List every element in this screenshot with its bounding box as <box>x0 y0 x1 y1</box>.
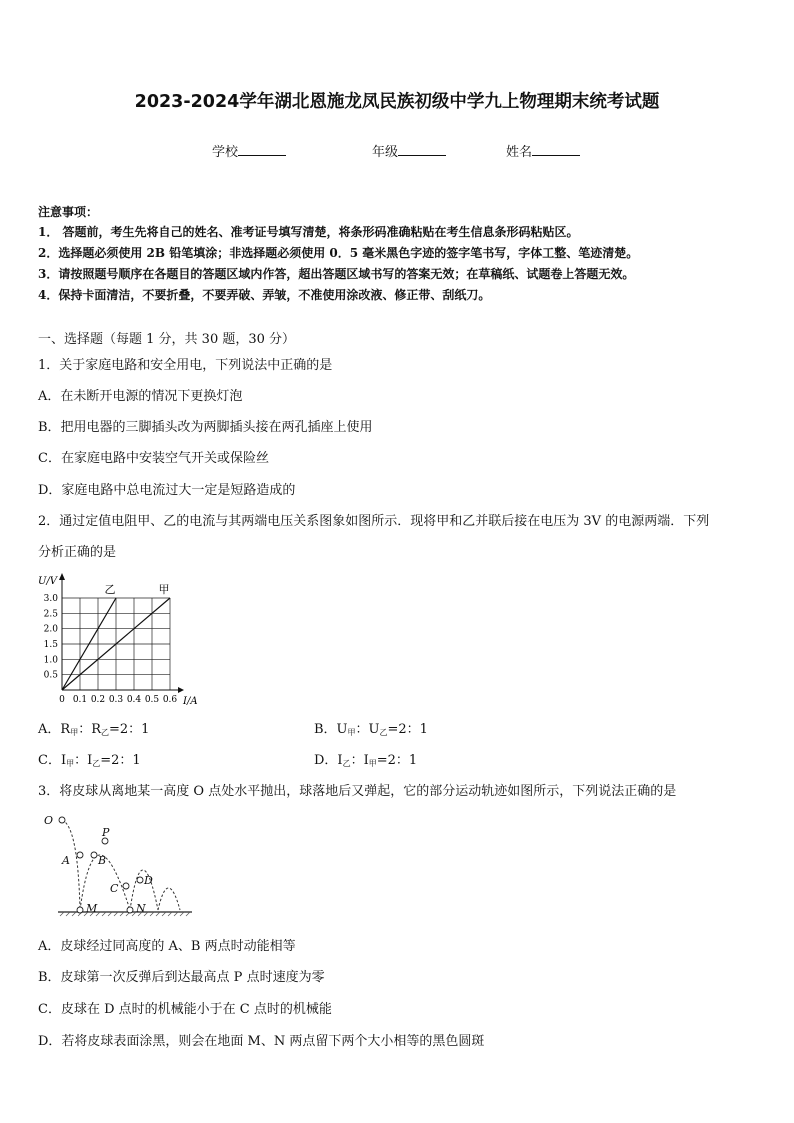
grade-blank[interactable] <box>398 143 446 156</box>
x-tick-label: 0.3 <box>108 695 124 705</box>
question-2-stem: 2．通过定值电阻甲、乙的电流与其两端电压关系图象如图所示．现将甲和乙并联后接在电压为 3V 的电源两端．下列 <box>38 514 710 529</box>
x-tick-label: 0.5 <box>144 695 160 705</box>
label-n: N <box>136 902 146 915</box>
series-label-1: 甲 <box>158 583 170 596</box>
point-b <box>91 852 97 858</box>
notice-item: 2．选择题必须使用 2B 铅笔填涂；非选择题必须使用 0．5 毫米黑色字迹的签字笔书写，字体工整、笔迹清楚。 <box>38 246 639 260</box>
q3-option-d: D．若将皮球表面涂黑，则会在地面 M、N 两点留下两个大小相等的黑色圆斑 <box>38 1034 485 1049</box>
q2-option-b: B．$U_甲$：$U_乙=2$：1 <box>314 722 428 737</box>
iu-graph <box>34 568 206 710</box>
label-m: M <box>86 902 98 915</box>
x-tick-label: 0.6 <box>162 695 178 705</box>
point-n <box>127 907 133 913</box>
y-tick-label: 0.5 <box>43 670 58 681</box>
q3-option-c: C．皮球在 D 点时的机械能小于在 C 点时的机械能 <box>38 1002 332 1017</box>
series-label-0: 乙 <box>104 583 116 596</box>
notice-item: 1． 答题前，考生先将自己的姓名、准考证号填写清楚，将条形码准确粘贴在考生信息条形码粘贴区。 <box>38 225 579 239</box>
y-axis-arrow <box>59 573 65 580</box>
y-tick-label: 2.5 <box>43 609 58 620</box>
label-p: P <box>102 826 110 839</box>
bounce-trajectory-figure <box>40 808 200 920</box>
y-tick-label: 1.0 <box>43 655 58 666</box>
question-1-stem: 1．关于家庭电路和安全用电，下列说法中正确的是 <box>38 358 333 373</box>
school-field <box>212 141 286 160</box>
q3-option-b: B．皮球第一次反弹后到达最高点 P 点时速度为零 <box>38 970 325 985</box>
q2-option-d: D．$I_乙$：$I_甲=2$：1 <box>314 753 418 768</box>
label-c: C <box>110 882 119 895</box>
q1-option-b: B．把用电器的三脚插头改为两脚插头接在两孔插座上使用 <box>38 420 373 435</box>
grade-label: 年级 <box>372 145 399 160</box>
name-label: 姓名 <box>506 145 533 160</box>
question-2-stem-cont: 分析正确的是 <box>38 545 117 560</box>
notice-item: 3．请按照题号顺序在各题目的答题区域内作答，超出答题区域书写的答案无效；在草稿纸、试题卷上答题无效。 <box>38 267 635 281</box>
label-a: A <box>62 854 70 867</box>
label-b: B <box>98 854 107 867</box>
q1-option-d: D．家庭电路中总电流过大一定是短路造成的 <box>38 483 296 498</box>
question-3-stem: 3．将皮球从离地某一高度 O 点处水平抛出，球落地后又弹起，它的部分运动轨迹如图所示，下列说法正确的是 <box>38 784 677 799</box>
point-m <box>77 907 83 913</box>
x-tick-label: 0.1 <box>72 695 88 705</box>
trajectory-path <box>62 820 180 910</box>
q2-option-a: A．$R_甲$：$R_乙=2$：1 <box>38 722 150 737</box>
x-tick-label: 0.4 <box>126 695 142 705</box>
y-tick-label: 2.0 <box>43 624 58 635</box>
y-tick-label: 1.5 <box>43 640 58 650</box>
q3-option-a: A．皮球经过同高度的 A、B 两点时动能相等 <box>38 939 296 954</box>
label-o: O <box>44 814 54 827</box>
point-o <box>59 817 65 823</box>
y-axis-label: U/V <box>38 576 58 587</box>
q2-option-c: C．$I_甲$：$I_乙=2$：1 <box>38 753 141 768</box>
label-d: D <box>144 874 153 887</box>
x-tick-label: 0.2 <box>90 695 106 705</box>
page-title: 2023-2024学年湖北恩施龙凤民族初级中学九上物理期末统考试题 <box>134 92 660 112</box>
point-d <box>137 877 143 883</box>
point-c <box>123 883 129 889</box>
y-tick-label: 3.0 <box>43 594 58 604</box>
name-blank[interactable] <box>532 143 580 156</box>
x-axis-arrow <box>178 687 184 693</box>
q1-option-c: C．在家庭电路中安装空气开关或保险丝 <box>38 451 269 466</box>
q1-option-a: A．在未断开电源的情况下更换灯泡 <box>38 389 243 404</box>
notice-item: 4．保持卡面清洁，不要折叠，不要弄破、弄皱，不准使用涂改液、修正带、刮纸刀。 <box>38 288 491 302</box>
section-heading: 一、选择题（每题 1 分，共 30 题，30 分） <box>38 332 296 347</box>
school-label: 学校 <box>212 145 239 160</box>
point-a <box>77 852 83 858</box>
school-blank[interactable] <box>238 143 286 156</box>
x-tick-label: 0 <box>59 695 65 705</box>
x-axis-label: I/A <box>183 696 198 707</box>
name-field <box>506 141 580 160</box>
notice-heading: 注意事项： <box>38 205 99 219</box>
grade-field <box>372 141 446 160</box>
